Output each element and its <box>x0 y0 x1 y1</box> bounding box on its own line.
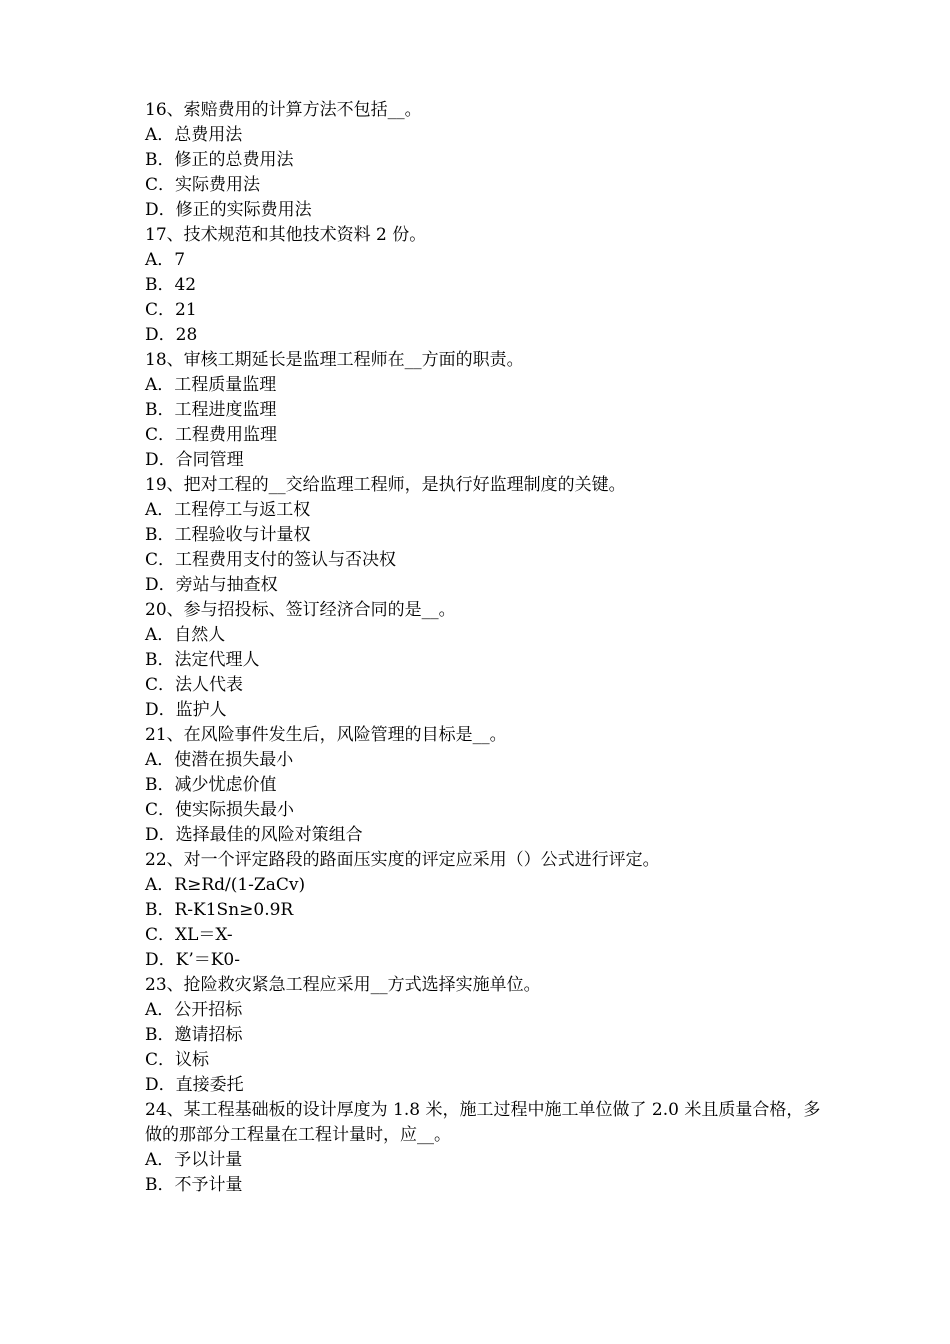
option-a: A．工程质量监理 <box>145 375 277 395</box>
option-b: B．42 <box>145 275 197 295</box>
question-stem: 20、参与招投标、签订经济合同的是__。 <box>145 600 456 620</box>
option-a: A．使潜在损失最小 <box>145 750 294 770</box>
option-b: B．法定代理人 <box>145 650 260 670</box>
option-d: D．合同管理 <box>145 450 244 470</box>
option-d: D．旁站与抽查权 <box>145 575 278 595</box>
question-stem: 24、某工程基础板的设计厚度为 1.8 米，施工过程中施工单位做了 2.0 米且质量合格，多做的那部分工程量在工程计量时，应__。 <box>145 1100 821 1145</box>
question-stem: 18、审核工期延长是监理工程师在__方面的职责。 <box>145 350 524 370</box>
option-a: A．工程停工与返工权 <box>145 500 311 520</box>
option-d: D．直接委托 <box>145 1075 244 1095</box>
option-c: C．工程费用监理 <box>145 425 278 445</box>
option-c: C．工程费用支付的签认与否决权 <box>145 550 397 570</box>
question-23 <box>145 973 825 1098</box>
document-page <box>145 98 825 1198</box>
option-a: A．总费用法 <box>145 125 243 145</box>
option-b: B．修正的总费用法 <box>145 150 294 170</box>
option-a: A．R≥Rd/(1-ZaCv) <box>145 875 306 895</box>
question-stem: 17、技术规范和其他技术资料 2 份。 <box>145 225 427 245</box>
option-b: B．工程验收与计量权 <box>145 525 311 545</box>
option-c: C．XL＝X- <box>145 925 233 945</box>
question-20 <box>145 598 825 723</box>
option-c: C．使实际损失最小 <box>145 800 295 820</box>
option-c: C．21 <box>145 300 197 320</box>
option-d: D．28 <box>145 325 198 345</box>
option-b: B．减少忧虑价值 <box>145 775 277 795</box>
question-stem: 16、索赔费用的计算方法不包括__。 <box>145 100 422 120</box>
question-stem: 23、抢险救灾紧急工程应采用__方式选择实施单位。 <box>145 975 541 995</box>
option-d: D．选择最佳的风险对策组合 <box>145 825 363 845</box>
option-a: A．予以计量 <box>145 1150 243 1170</box>
question-21 <box>145 723 825 848</box>
option-a: A．公开招标 <box>145 1000 243 1020</box>
question-18 <box>145 348 825 473</box>
question-stem: 21、在风险事件发生后，风险管理的目标是__。 <box>145 725 507 745</box>
option-d: D．修正的实际费用法 <box>145 200 312 220</box>
question-stem: 22、对一个评定路段的路面压实度的评定应采用（）公式进行评定。 <box>145 850 660 870</box>
question-24 <box>145 1098 825 1198</box>
option-c: C．议标 <box>145 1050 210 1070</box>
question-stem: 19、把对工程的__交给监理工程师，是执行好监理制度的关键。 <box>145 475 626 495</box>
option-b: B．工程进度监理 <box>145 400 277 420</box>
option-a: A．自然人 <box>145 625 226 645</box>
option-c: C．法人代表 <box>145 675 244 695</box>
option-c: C．实际费用法 <box>145 175 261 195</box>
question-16 <box>145 98 825 223</box>
option-d: D．K’＝K0- <box>145 950 240 970</box>
option-d: D．监护人 <box>145 700 227 720</box>
question-17 <box>145 223 825 348</box>
question-22 <box>145 848 825 973</box>
question-19 <box>145 473 825 598</box>
option-a: A．7 <box>145 250 186 270</box>
option-b: B．R-K1Sn≥0.9R <box>145 900 294 920</box>
option-b: B．不予计量 <box>145 1175 243 1195</box>
option-b: B．邀请招标 <box>145 1025 243 1045</box>
